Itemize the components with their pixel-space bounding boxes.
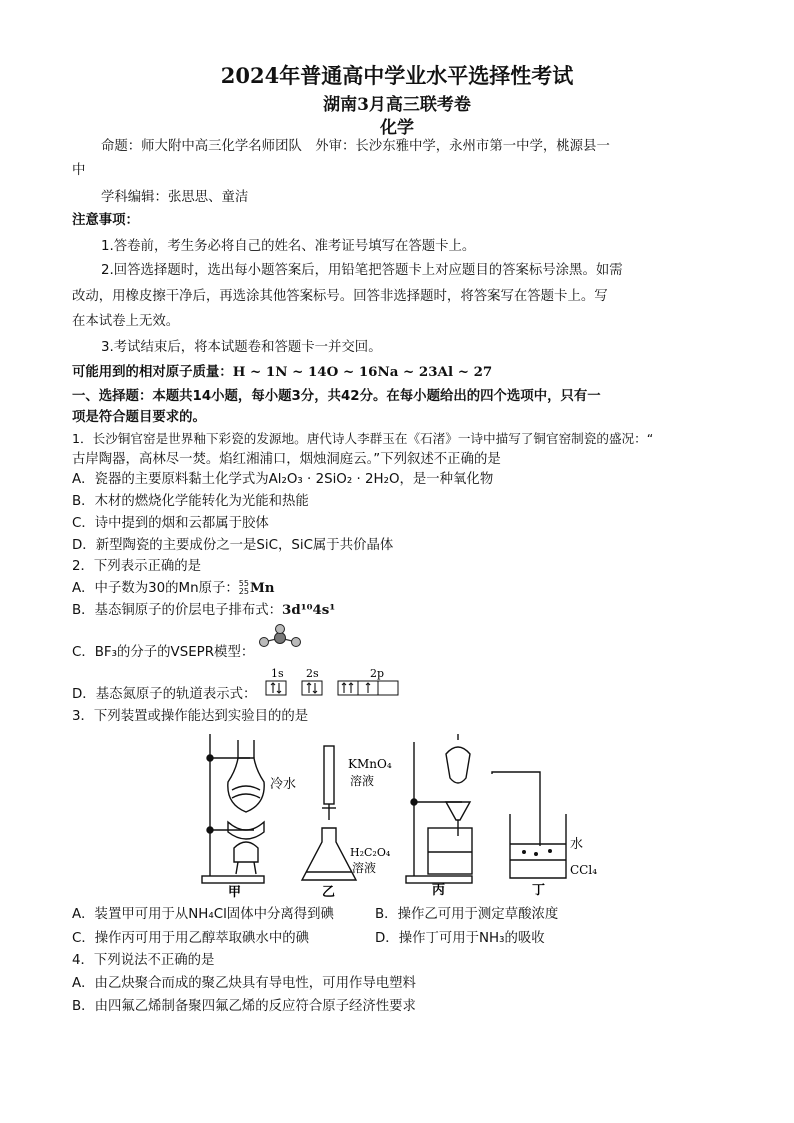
q3-stem: 3．下列装置或操作能达到实验目的的是 — [72, 709, 309, 724]
q2-a-nuclide-numbers — [239, 580, 249, 596]
beaker-ding — [510, 814, 566, 878]
label-ccl4: CCl₄ — [570, 863, 598, 877]
label-h2c2o4: H₂C₂O₄ — [350, 846, 391, 859]
exam-title: 2024年普通高中学业水平选择性考试 — [220, 63, 574, 88]
q1-stem-2: 古岸陶器，高林尽一焚。焰红湘浦口，烟烛洞庭云。”下列叙述不正确的是 — [72, 452, 501, 467]
label-water: 水 — [570, 837, 584, 852]
notice-heading: 注意事项： — [72, 213, 139, 228]
label-h2c2o4-solution: 溶液 — [352, 861, 377, 875]
q1-stem-1: 1．长沙铜官窑是世界釉下彩瓷的发源地。唐代诗人李群玉在《石渚》一诗中描写了铜官窑制瓷的盛况：“ — [72, 431, 654, 446]
credits-editors: 学科编辑：张思思、童洁 — [101, 190, 249, 205]
q2-option-a — [72, 579, 722, 598]
q2-a-atomic-number: 25 — [238, 587, 249, 596]
stand-base-jia — [202, 876, 264, 883]
notice-item-3: 3.考试结束后，将本试题卷和答题卡一并交回。 — [101, 340, 382, 355]
notice-item-2b: 改动，用橡皮擦干净后，再选涂其他答案标号。回答非选择题时，将答案写在答题卡上。写 — [72, 289, 608, 304]
q2-a-prefix: A．中子数为30的Mn原子： — [72, 581, 239, 596]
section1-line-1: 一、选择题：本题共14小题，每小题3分，共42分。在每小题给出的四个选项中，只有一 — [72, 389, 601, 404]
credits-line-2: 中 — [72, 163, 86, 178]
notice-item-2a: 2.回答选择题时，选出每小题答案后，用铅笔把答题卡上对应题目的答案标号涂黑。如需 — [101, 263, 623, 278]
notice-item-1: 1.答卷前，考生务必将自己的姓名、准考证号填写在答题卡上。 — [101, 239, 476, 254]
nitrogen-orbital-diagram — [262, 666, 404, 698]
q1-option-b: B．木材的燃烧化学能转化为光能和热能 — [72, 494, 309, 509]
orbital-label-2p: 2p — [370, 667, 385, 680]
orbital-label-1s: 1s — [271, 667, 284, 680]
q4-option-b: B．由四氟乙烯制备聚四氟乙烯的反应符合原子经济性要求 — [72, 999, 416, 1014]
q1-option-c: C．诗中提到的烟和云都属于胶体 — [72, 516, 269, 531]
q1-option-d: D．新型陶瓷的主要成份之一是SiC，SiC属于共价晶体 — [72, 538, 394, 553]
label-cold-water: 冷水 — [270, 777, 297, 792]
q2-b-formula: 3d¹⁰4s¹ — [282, 602, 336, 618]
label-bing: 丙 — [432, 883, 446, 898]
q3-apparatus-figure — [188, 728, 608, 900]
q2-option-c: C．BF₃的分子的VSEPR模型： — [72, 645, 255, 660]
q2-a-symbol: Mn — [249, 580, 275, 596]
exam-subtitle: 湖南3月高三联考卷 — [323, 95, 471, 115]
q2-stem: 2．下列表示正确的是 — [72, 559, 202, 574]
exam-subject: 化学 — [380, 118, 414, 138]
separatory-funnel — [446, 747, 470, 783]
label-kmno4: KMnO₄ — [348, 757, 392, 771]
gas-tube — [492, 772, 540, 846]
section1-line-2: 项是符合题目要求的。 — [72, 410, 206, 425]
q1-a-suffix: ，是一种氧化物 — [399, 472, 494, 487]
q4-stem: 4．下列说法不正确的是 — [72, 953, 215, 968]
label-ding: 丁 — [532, 883, 546, 898]
q3-option-c: C．操作丙可用于用乙醇萃取碘水中的碘 — [72, 931, 309, 946]
q3-option-b: B．操作乙可用于测定草酸浓度 — [375, 907, 559, 922]
q1-a-prefix: A．瓷器的主要原料黏土化学式为 — [72, 472, 269, 487]
q4-option-a: A．由乙炔聚合而成的聚乙炔具有导电性，可用作导电塑料 — [72, 976, 416, 991]
burette — [324, 746, 334, 804]
q3-option-d: D．操作丁可用于NH₃的吸收 — [375, 931, 545, 946]
label-kmno4-solution: 溶液 — [350, 774, 375, 788]
atomic-masses — [72, 363, 722, 382]
orbital-label-2s: 2s — [306, 667, 319, 680]
q2-a-mass-number: 55 — [238, 579, 249, 588]
atomic-masses-values: H ~ 1N ~ 14O ~ 16Na ~ 23Al ~ 27 — [232, 364, 493, 380]
label-yi: 乙 — [322, 885, 336, 900]
q2-option-d: D．基态氮原子的轨道表示式： — [72, 687, 257, 702]
q3-option-a: A．装置甲可用于从NH₄Cl固体中分离得到碘 — [72, 907, 334, 922]
q2-option-b — [72, 601, 722, 620]
bf3-vsepr-model — [255, 624, 305, 650]
stand-base-bing — [406, 876, 472, 883]
credits-line-1: 命题：师大附中高三化学名师团队 外审：长沙东雅中学，永州市第一中学，桃源县一 — [101, 139, 610, 154]
notice-item-2c: 在本试卷上无效。 — [72, 314, 180, 329]
q2-b-prefix: B．基态铜原子的价层电子排布式： — [72, 603, 283, 618]
q1-option-a — [72, 471, 722, 489]
atomic-masses-label: 可能用到的相对原子质量： — [72, 365, 233, 380]
label-jia: 甲 — [228, 885, 242, 900]
q1-a-formula: Al₂O₃ · 2SiO₂ · 2H₂O — [268, 472, 400, 487]
